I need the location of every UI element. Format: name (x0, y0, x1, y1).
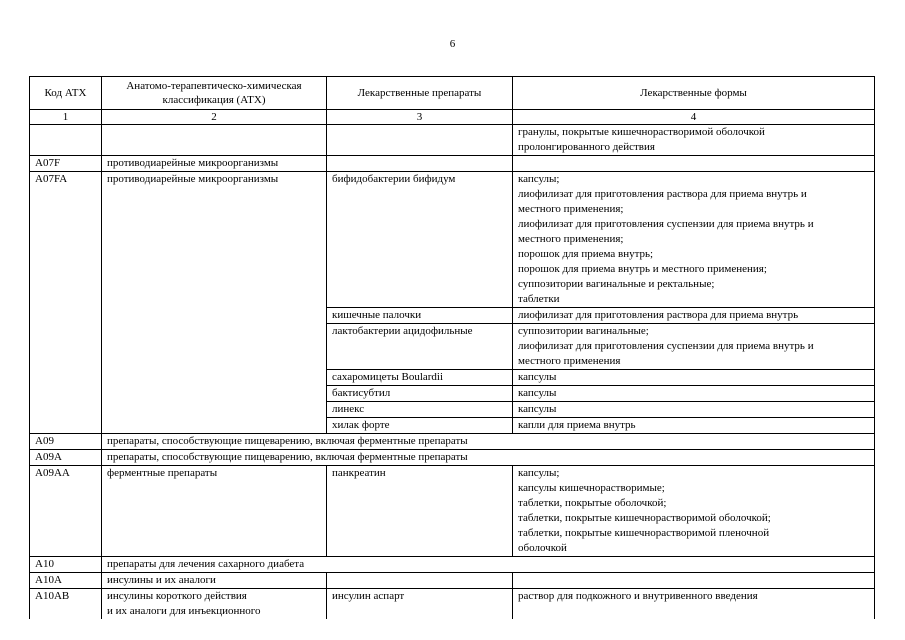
atc-code-cell: A07F (30, 156, 102, 172)
drug-cell (327, 573, 513, 589)
drug-cell: хилак форте (327, 418, 513, 434)
atc-code-cell: A10 (30, 557, 102, 573)
atc-code-cell (30, 125, 102, 156)
dosage-form-line: оболочкой (518, 542, 567, 554)
atc-code-cell: A10AB (30, 589, 102, 620)
column-number-row (30, 110, 875, 125)
classification-cell: ферментные препараты (102, 466, 327, 557)
dosage-form-line: таблетки, покрытые оболочкой; (518, 497, 667, 509)
drug-cell: панкреатин (327, 466, 513, 557)
atc-code-cell: A09 (30, 434, 102, 450)
classification-text: препараты, способствующие пищеварению, включая ферментные препараты (107, 451, 468, 463)
table-row (30, 172, 875, 308)
classification-cell (102, 589, 327, 620)
table-row (30, 450, 875, 466)
table-row (30, 466, 875, 557)
column-number: 2 (102, 110, 327, 125)
drug-cell: кишечные палочки (327, 308, 513, 324)
column-number: 1 (30, 110, 102, 125)
dosage-forms-cell (513, 573, 875, 589)
dosage-forms-cell (513, 402, 875, 418)
table-row (30, 589, 875, 620)
classification-cell (102, 450, 875, 466)
dosage-forms-cell (513, 589, 875, 620)
dosage-form-line: капсулы; (518, 173, 560, 185)
dosage-form-line: гранулы, покрытые кишечнорастворимой оболочкой (518, 126, 765, 138)
header-atc-code: Код АТХ (30, 77, 102, 110)
classification-cell: противодиарейные микроорганизмы (102, 156, 327, 172)
dosage-form-line: лиофилизат для приготовления суспензии для приема внутрь и (518, 340, 814, 352)
drug-cell: бактисубтил (327, 386, 513, 402)
dosage-form-line: лиофилизат для приготовления суспензии для приема внутрь и (518, 218, 814, 230)
dosage-forms-cell (513, 156, 875, 172)
classification-cell (102, 557, 875, 573)
classification-cell (102, 434, 875, 450)
dosage-form-line: суппозитории вагинальные; (518, 325, 649, 337)
dosage-form-line: таблетки (518, 293, 560, 305)
header-atc-classification: Анатомо-терапевтическо-химическая классификация (АТХ) (102, 77, 327, 110)
drug-cell: лактобактерии ацидофильные (327, 324, 513, 370)
dosage-forms-cell (513, 370, 875, 386)
table-row (30, 156, 875, 172)
dosage-form-line: порошок для приема внутрь и местного применения; (518, 263, 767, 275)
table-row (30, 125, 875, 156)
drug-cell: бифидобактерии бифидум (327, 172, 513, 308)
dosage-forms-cell (513, 418, 875, 434)
atc-code-cell: A07FA (30, 172, 102, 434)
atc-code-cell: A10A (30, 573, 102, 589)
column-number: 4 (513, 110, 875, 125)
dosage-form-line: местного применения; (518, 233, 624, 245)
dosage-form-line: капсулы кишечнорастворимые; (518, 482, 665, 494)
drug-cell (327, 125, 513, 156)
dosage-form-line: пролонгированного действия (518, 141, 655, 153)
classification-cell: противодиарейные микроорганизмы (102, 172, 327, 434)
column-number: 3 (327, 110, 513, 125)
header-dosage-forms: Лекарственные формы (513, 77, 875, 110)
table-row (30, 557, 875, 573)
dosage-forms-cell (513, 466, 875, 557)
dosage-form-line: местного применения (518, 355, 621, 367)
header-drugs: Лекарственные препараты (327, 77, 513, 110)
dosage-form-line: капсулы (518, 403, 557, 415)
table-header-row (30, 77, 875, 110)
dosage-form-line: капсулы (518, 387, 557, 399)
drug-cell: инсулин аспарт (327, 589, 513, 620)
page-number: 6 (449, 38, 456, 50)
dosage-forms-cell (513, 386, 875, 402)
dosage-form-line: порошок для приема внутрь; (518, 248, 654, 260)
table-row (30, 434, 875, 450)
dosage-forms-cell (513, 308, 875, 324)
classification-cell (102, 125, 327, 156)
classification-text: препараты для лечения сахарного диабета (107, 558, 305, 570)
classification-line: инсулины короткого действия (107, 590, 247, 602)
dosage-forms-cell (513, 172, 875, 308)
dosage-form-line: раствор для подкожного и внутривенного введения (518, 590, 758, 602)
drug-cell (327, 156, 513, 172)
dosage-form-line: капсулы (518, 371, 557, 383)
dosage-forms-cell (513, 324, 875, 370)
dosage-form-line: лиофилизат для приготовления раствора для приема внутрь и (518, 188, 807, 200)
atc-code-cell: A09AA (30, 466, 102, 557)
table-row (30, 573, 875, 589)
classification-text: препараты, способствующие пищеварению, включая ферментные препараты (107, 435, 468, 447)
dosage-form-line: местного применения; (518, 203, 624, 215)
drug-cell: сахаромицеты Boulardii (327, 370, 513, 386)
dosage-form-line: капли для приема внутрь (518, 419, 636, 431)
atc-table (29, 76, 875, 619)
dosage-form-line: таблетки, покрытые кишечнорастворимой пленочной (518, 527, 770, 539)
dosage-form-line: лиофилизат для приготовления раствора для приема внутрь (518, 309, 799, 321)
atc-code-cell: A09A (30, 450, 102, 466)
drug-cell: линекс (327, 402, 513, 418)
dosage-form-line: капсулы; (518, 467, 560, 479)
dosage-form-line: таблетки, покрытые кишечнорастворимой оболочкой; (518, 512, 771, 524)
classification-line: и их аналоги для инъекционного (107, 605, 261, 617)
dosage-forms-cell (513, 125, 875, 156)
classification-cell: инсулины и их аналоги (102, 573, 327, 589)
dosage-form-line: суппозитории вагинальные и ректальные; (518, 278, 715, 290)
